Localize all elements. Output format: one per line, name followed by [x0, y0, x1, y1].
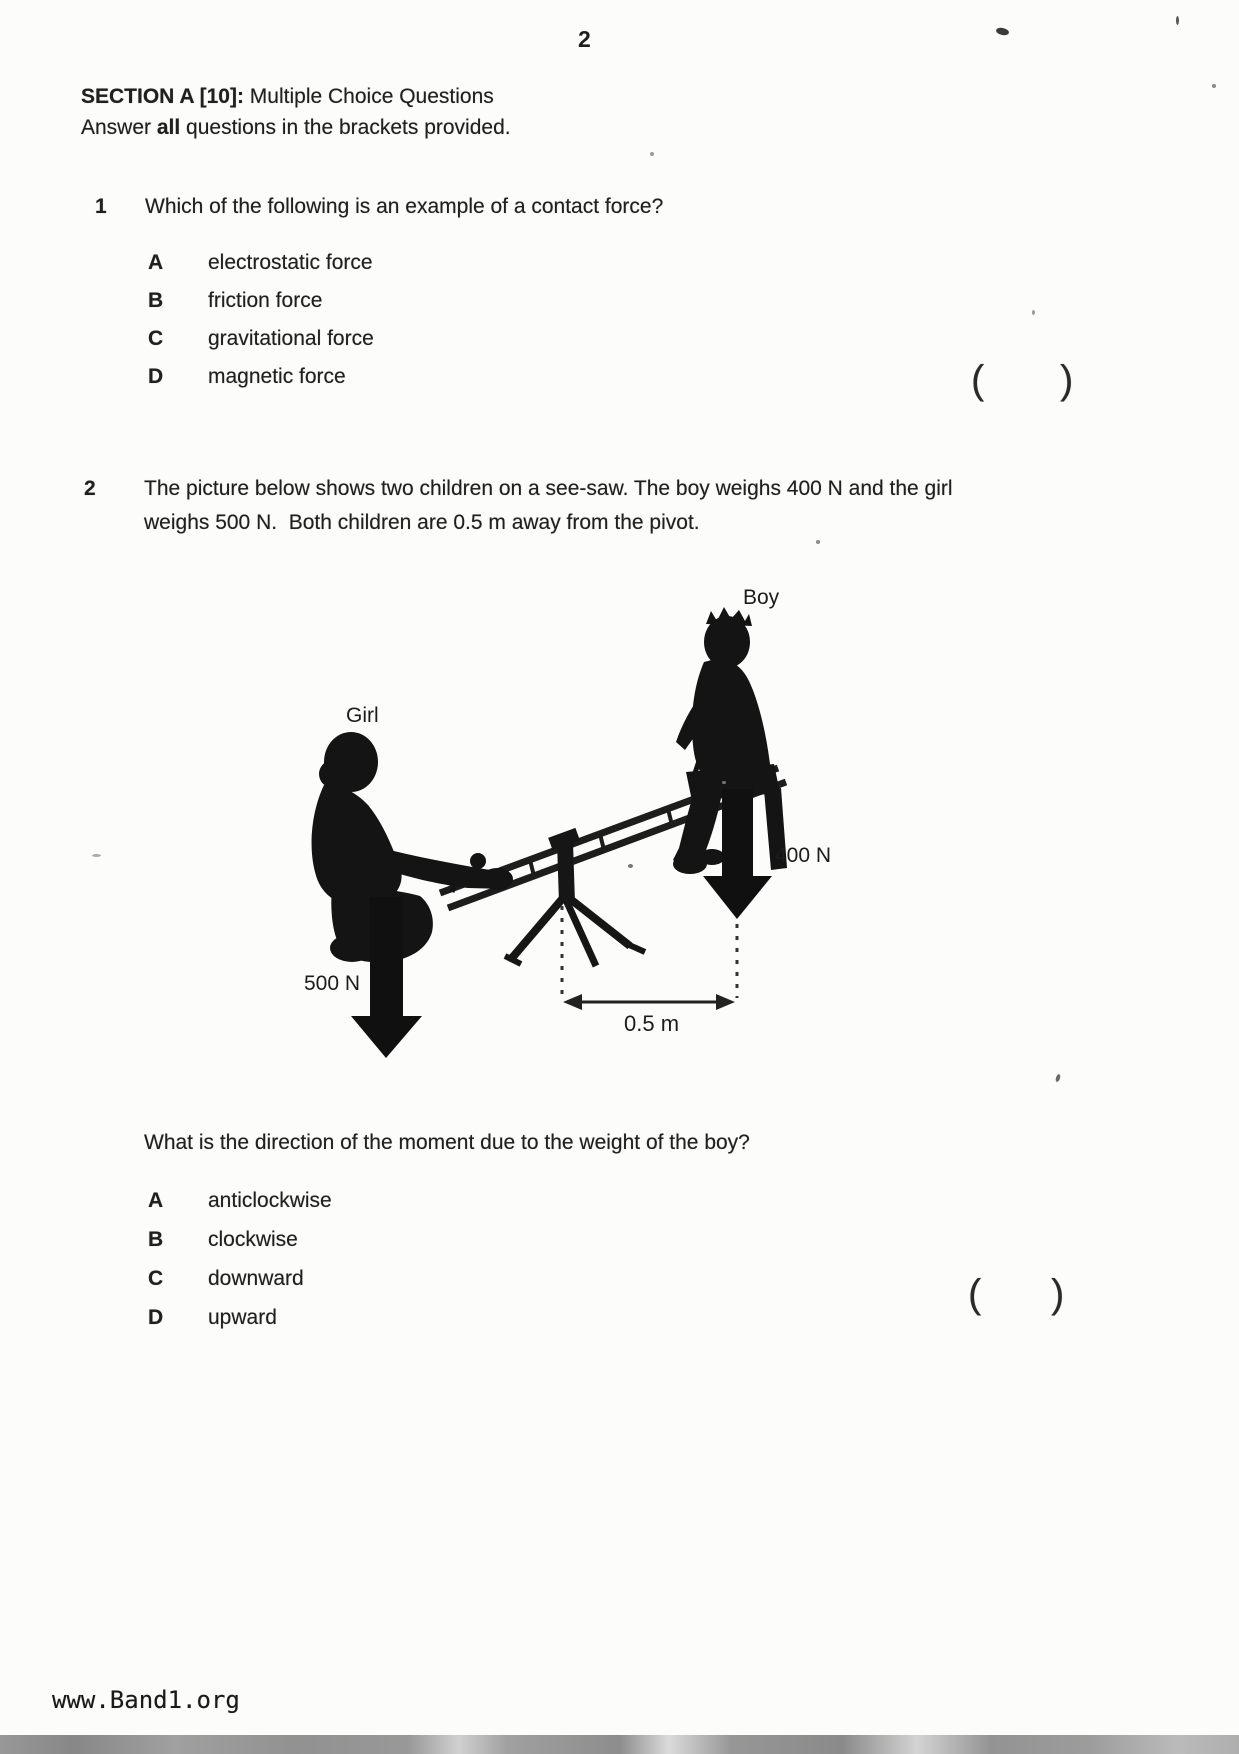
- q1-option-c: [148, 326, 374, 352]
- section-title: [81, 84, 494, 110]
- instruction-bold: all: [156, 116, 181, 139]
- q1-option-b: [148, 288, 322, 314]
- q2-option-d-letter: D: [148, 1306, 164, 1329]
- q1-option-d: [148, 364, 346, 390]
- distance-label: 0.5 m: [624, 1011, 680, 1036]
- q1-answer-bracket-open: (: [971, 358, 985, 402]
- scan-speck: [628, 864, 633, 868]
- q2-option-b-letter: B: [148, 1228, 164, 1251]
- q2-option-a-letter: A: [148, 1189, 164, 1212]
- q1-option-b-text: friction force: [208, 289, 323, 312]
- q1-option-c-letter: C: [148, 327, 164, 350]
- scan-speck: [650, 152, 654, 156]
- scan-speck: [995, 27, 1009, 37]
- q2-number: 2: [84, 477, 96, 500]
- pivot-stand: [505, 829, 645, 966]
- q2-option-b-text: clockwise: [208, 1228, 298, 1251]
- q1-option-b-letter: B: [148, 289, 164, 312]
- girl-label: Girl: [346, 704, 379, 727]
- section-instruction: [81, 115, 511, 141]
- q2-option-d-text: upward: [208, 1306, 277, 1329]
- q2-option-a-text: anticlockwise: [208, 1189, 332, 1212]
- scan-speck: [1176, 16, 1179, 25]
- boy-label: Boy: [743, 586, 780, 609]
- q1-option-d-text: magnetic force: [208, 365, 346, 388]
- q1-option-a: [148, 250, 373, 276]
- q1-option-c-text: gravitational force: [208, 327, 374, 350]
- q1-answer-bracket-close: ): [1060, 358, 1074, 402]
- girl-silhouette: [312, 732, 513, 962]
- page-number: 2: [578, 26, 591, 52]
- q2-option-a: [148, 1188, 332, 1214]
- q2-option-c: [148, 1266, 304, 1292]
- footer-url: www.Band1.org: [52, 1686, 240, 1714]
- boy-weight-label: 400 N: [775, 844, 832, 867]
- q2-answer-bracket-open: (: [968, 1272, 982, 1316]
- scan-speck: [1055, 1074, 1061, 1083]
- q2-option-b: [148, 1227, 298, 1253]
- q2-option-c-text: downward: [208, 1267, 304, 1290]
- q2-text-line2: weighs 500 N. Both children are 0.5 m away from the pivot.: [144, 511, 700, 534]
- q2-text-line1: The picture below shows two children on a see-saw. The boy weighs 400 N and the girl: [144, 477, 953, 500]
- distance-dimension-arrow: [563, 994, 735, 1010]
- instruction-post: questions in the brackets provided.: [180, 116, 511, 139]
- q1-option-a-letter: A: [148, 251, 164, 274]
- scan-speck: [1212, 84, 1216, 88]
- q2-option-c-letter: C: [148, 1267, 164, 1290]
- q2-sub-question: What is the direction of the moment due to the weight of the boy?: [144, 1131, 750, 1154]
- section-title-bold: SECTION A [10]:: [81, 85, 244, 108]
- scan-speck: [722, 781, 726, 784]
- q1-option-a-text: electrostatic force: [208, 251, 373, 274]
- scan-artifact-bar: [0, 1735, 1239, 1754]
- q1-number: 1: [95, 195, 107, 218]
- scan-speck: [816, 540, 820, 544]
- instruction-pre: Answer: [81, 116, 157, 139]
- seesaw-figure: [290, 575, 845, 1070]
- q2-answer-bracket-close: ): [1051, 1272, 1065, 1316]
- section-title-rest: Multiple Choice Questions: [243, 85, 494, 108]
- scan-speck: [1032, 310, 1035, 315]
- q1-option-d-letter: D: [148, 365, 164, 388]
- q1-text: Which of the following is an example of a contact force?: [145, 195, 664, 218]
- q2-option-d: [148, 1305, 277, 1331]
- scan-speck: [92, 854, 101, 857]
- girl-weight-label: 500 N: [304, 972, 361, 995]
